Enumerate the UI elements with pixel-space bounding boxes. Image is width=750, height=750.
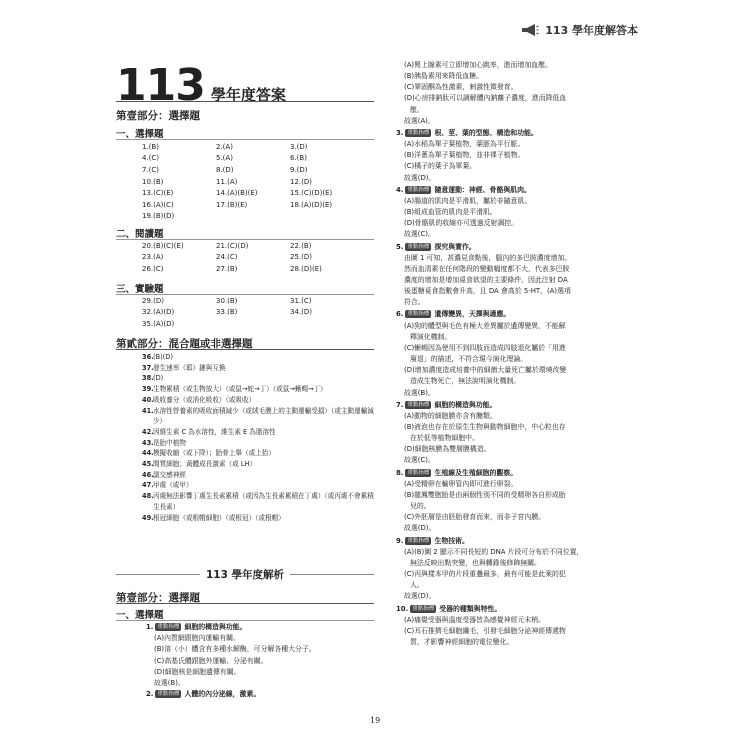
explanation-line: (D)增加濃度造成培養中的細菌大量死亡屬於環境改變	[404, 366, 567, 375]
answer-text: 水溶性營養素的吸收面積減少（或絨毛膜上的主動運輸受損）（或主動運輸減少）	[153, 406, 374, 426]
explanation-line: (C)睪固酮為性激素，刺激性徵發育。	[404, 83, 518, 92]
answer-item	[142, 373, 377, 384]
answer-row	[142, 176, 374, 188]
section1-answer-grid	[142, 141, 374, 222]
explanation-line: (B)組成血管的肌肉是平滑肌。	[404, 208, 497, 217]
answer-cell: 26.(C)	[142, 264, 164, 273]
answer-number: 40.	[142, 395, 154, 404]
key-point-badge: 重點指標	[157, 624, 180, 630]
answer-cell: 11.(A)	[216, 177, 238, 186]
answer-item	[142, 406, 377, 427]
answer-cell: 30.(B)	[216, 296, 238, 305]
key-point-badge: 重點指標	[157, 691, 180, 698]
explanation-line: 符合。	[404, 298, 425, 307]
answer-cell: 7.(C)	[142, 165, 160, 174]
title-text: 學年度答案	[210, 86, 286, 104]
explanation-line: 造成生物死亡，無法說明演化機制。	[410, 377, 521, 386]
explanation-line: (B)龍鳳雙胞胎是由兩個性別不同的受精卵各自形成胎	[404, 490, 566, 499]
question-number: 8.	[396, 468, 404, 477]
answer-cell: 12.(D)	[290, 177, 312, 186]
explanation-line: 故選(C)。	[404, 456, 435, 465]
answer-text: 丙處無法影響丁處生長素累積（或因為生長素累積在丁處）（或丙處不會累積生長素）	[153, 492, 374, 511]
answer-cell: 32.(A)(D)	[142, 308, 175, 317]
q1-option-a: (A)內質網跟胞內運輸有關。	[154, 634, 240, 643]
answer-cell: 18.(A)(D)(E)	[290, 200, 333, 209]
answer-row	[142, 153, 374, 165]
title-rule	[116, 101, 374, 102]
answer-number: 38.	[142, 374, 154, 383]
explanation-line: (B)洋蔥為單子葉植物，並非裸子植物。	[404, 151, 525, 160]
explanation-line: 無法反映出點突變，也與轉錄後修飾無關。	[410, 558, 541, 567]
question-header	[396, 309, 636, 320]
answer-cell: 13.(C)(E)	[142, 189, 174, 198]
question-header	[396, 536, 636, 547]
answer-text: 是胎中植物	[153, 438, 186, 447]
part1b-heading: 第壹部分：選擇題	[116, 592, 200, 604]
answer-cell: 22.(B)	[290, 241, 312, 250]
section1b-heading: 一、選擇題	[116, 610, 164, 621]
question-header	[396, 242, 636, 253]
answer-item	[142, 427, 377, 438]
answer-row	[142, 318, 374, 330]
page-title	[116, 60, 286, 111]
explanation-left-column	[146, 622, 374, 700]
answer-number: 43.	[142, 438, 154, 447]
answer-cell: 9.(D)	[290, 165, 308, 174]
question-number: 5.	[396, 242, 404, 251]
answer-cell: 15.(C)(D)(E)	[290, 189, 333, 198]
key-point-badge: 重點指標	[407, 243, 430, 250]
answer-number: 49.	[142, 513, 154, 522]
question-topic: 生殖線及生殖細胞的觀察。	[434, 468, 518, 477]
key-point-badge: 重點指標	[407, 469, 430, 476]
explanation-line: (D)細胞核膜為雙層膜構造。	[404, 445, 491, 454]
explanation-line: 後蛋糖覓食指數會升高，且 DA 會高於 5-HT，(A)選項	[404, 287, 571, 296]
question-topic: 根、莖、葉的型態、構造和功能。	[434, 128, 538, 137]
question-header	[396, 128, 636, 139]
question-2-header: 2. 重點指標 人體的內分泌線，激素。	[146, 690, 261, 699]
key-point-badge: 重點指標	[407, 401, 430, 408]
answer-item	[142, 438, 377, 449]
answer-row	[142, 295, 374, 307]
megaphone-icon	[521, 24, 539, 36]
explanation-line: 故選(D)。	[404, 173, 436, 182]
question-header	[396, 468, 636, 479]
explanation-banner	[116, 566, 374, 582]
answer-cell: 16.(A)(C)	[142, 200, 174, 209]
question-topic: 遺傳變異，天擇與適應。	[434, 310, 511, 319]
explanation-line: (A)腸道的肌肉是平滑肌，屬於非隨意肌。	[404, 196, 532, 205]
answer-cell: 31.(C)	[290, 296, 312, 305]
section1-heading: 一、選擇題	[116, 129, 164, 140]
answer-number: 47.	[142, 481, 154, 490]
answer-number: 42.	[142, 427, 154, 436]
explanation-line: 濃度的增加是增加覓食欲望的主要條件，因此注射 DA	[404, 275, 568, 284]
key-point-badge: 重點指標	[407, 186, 430, 193]
explanation-line: 故選(A)。	[404, 116, 435, 125]
question-topic: 探究與實作。	[434, 242, 476, 251]
explanation-line: 人。	[410, 581, 424, 590]
answer-number: 48.	[142, 492, 154, 501]
answer-text: 因維生素 C 為水溶性，維生素 E 為脂溶性	[153, 427, 276, 436]
explanation-line: (A)水稻為單子葉植物，葉脈為平行脈。	[404, 140, 525, 149]
explanation-line: 壓。	[410, 105, 424, 114]
answer-number: 37.	[142, 363, 154, 372]
answer-row	[142, 199, 374, 211]
q1-option-b: (B)溶（小）體含有多種水解酶，可分解各種大分子。	[154, 645, 316, 654]
answer-cell: 23.(A)	[142, 253, 164, 262]
answer-item	[142, 384, 377, 395]
explanation-line: (C)外胚層是由胚胎發育而來，而非子宮內膜。	[404, 513, 546, 522]
answer-cell: 28.(D)(E)	[290, 264, 322, 273]
answer-cell: 6.(B)	[290, 154, 307, 163]
answer-row	[142, 252, 374, 264]
explanation-line: (C)橘子的葉子為單葉。	[404, 162, 477, 171]
question-header	[396, 185, 636, 196]
answer-cell: 5.(A)	[216, 154, 233, 163]
answer-cell: 27.(B)	[216, 264, 238, 273]
key-point-badge: 重點指標	[407, 129, 430, 136]
section1b-rule	[116, 620, 374, 621]
answer-number: 41.	[142, 406, 154, 415]
answer-text: 間質細胞；黃體成長激素（或 LH）	[153, 460, 257, 469]
answer-item	[142, 448, 377, 459]
answer-cell: 19.(B)(D)	[142, 212, 175, 221]
banner-line-right	[290, 574, 374, 575]
answer-row	[142, 141, 374, 153]
answer-number: 45.	[142, 460, 154, 469]
answer-number: 39.	[142, 385, 154, 394]
answer-item	[142, 470, 377, 481]
explanation-line: (D)心房排鈉肽可以調解體內鈉離子濃度，進而降低血	[404, 94, 567, 103]
explanation-line: (A)動物的細胞膜亦含有醣類。	[404, 411, 497, 420]
question-topic: 細胞的構造與功能。	[434, 400, 497, 409]
section2-answer-grid	[142, 240, 374, 275]
question-header	[396, 604, 636, 615]
explanation-line: (B)液泡也存在於原生生物與動物細胞中，中心粒也存	[404, 423, 566, 431]
answer-item	[142, 491, 377, 512]
key-point-badge: 重點指標	[407, 311, 430, 318]
key-point-badge: 重點指標	[407, 537, 430, 544]
answer-text: 副交感神經	[153, 470, 186, 479]
explanation-line: 故選(D)。	[404, 592, 436, 601]
answer-row	[142, 211, 374, 223]
question-topic: 生物技術。	[434, 536, 469, 545]
answer-row	[142, 307, 374, 319]
answer-cell: 29.(D)	[142, 296, 164, 305]
explanation-line: (A)受精卵在輸卵管內即可進行卵裂。	[404, 479, 518, 488]
answer-cell: 33.(B)	[216, 308, 238, 317]
answer-row	[142, 263, 374, 275]
q1-answer: 故選(B)。	[154, 679, 185, 688]
explanation-right-column	[396, 60, 636, 648]
answer-text: (D)	[153, 374, 164, 383]
explanation-line: (A)(B)圖 2 顯示不同長短的 DNA 片段可分布於不同位置，	[404, 547, 584, 556]
explanation-line: (A)痛覺受器與溫度受器皆為感覺神經元末梢。	[404, 615, 546, 624]
question-number: 4.	[396, 185, 404, 194]
explanation-line: 兒的。	[410, 502, 431, 511]
answer-item	[142, 352, 377, 363]
banner-title: 113 學年度解析	[205, 568, 285, 581]
page-number: 19	[370, 716, 381, 725]
question-1-header: 1. 重點指標 細胞的構造與功能。	[146, 623, 247, 631]
answer-text: 吸收養分（或消化吸收）（或吸收）	[153, 395, 256, 404]
answer-text: (B)(D)	[153, 353, 173, 361]
answer-number: 46.	[142, 470, 154, 479]
answer-cell: 34.(D)	[290, 308, 312, 317]
q1-option-c: (C)高基氏體跟胞外運輸、分泌有關。	[154, 656, 268, 665]
explanation-line: 廢退」的描述，不符合現今演化理論。	[410, 355, 528, 364]
answer-cell: 21.(C)(D)	[216, 241, 249, 250]
explanation-line: 由圖 1 可知，甚濃見食點後，腦內的多巴胺濃度增加。	[404, 253, 572, 262]
answer-row	[142, 164, 374, 176]
open-answer-list	[142, 352, 377, 523]
answer-text: 生物累積（或生物放大）（或鼠→蛇→丁）（或鼠→蜥蜴→丁）	[153, 385, 327, 394]
section3-answer-grid	[142, 295, 374, 330]
explanation-line: (B)胰島素用來降低血糖。	[404, 72, 484, 81]
part1b-rule	[116, 603, 374, 604]
banner-line-left	[116, 574, 200, 575]
q1-option-d: (D)細胞核是細胞遺傳有關。	[154, 667, 241, 676]
question-number: 10.	[396, 604, 409, 613]
answer-item	[142, 513, 377, 524]
answer-cell: 4.(C)	[142, 154, 160, 163]
question-number: 3.	[396, 128, 404, 137]
answer-item	[142, 395, 377, 406]
explanation-line: 在於低等植物細胞中。	[410, 434, 479, 443]
question-header	[396, 400, 636, 411]
question-number: 9.	[396, 536, 404, 545]
key-point-badge: 重點指標	[412, 605, 435, 612]
answer-cell: 24.(C)	[216, 253, 238, 262]
answer-row	[142, 187, 374, 199]
question-topic: 隨意運動：神經、骨骼與肌肉。	[434, 185, 531, 194]
question-number: 6.	[396, 310, 404, 319]
answer-number: 44.	[142, 449, 154, 458]
part1-heading: 第壹部分：選擇題	[116, 110, 200, 122]
part2-rule	[116, 349, 374, 350]
explanation-line: (A)腎上腺素可立即增加心跳率，進而增加血壓。	[404, 61, 552, 69]
answer-cell: 2.(A)	[216, 142, 233, 151]
answer-cell: 3.(D)	[290, 142, 308, 151]
section2-heading: 二、閱讀題	[116, 229, 164, 240]
explanation-line: 釋演化機制。	[410, 332, 452, 341]
explanation-line: (D)骨骼肌的收縮亦可透過反射調控。	[404, 219, 519, 228]
answer-cell: 8.(D)	[216, 165, 234, 174]
question-number: 7.	[396, 400, 404, 409]
answer-text: 甲處（或甲）	[153, 481, 193, 490]
section3-heading: 三、實驗題	[116, 284, 164, 295]
answer-text: 根冠細胞（或根帽細胞）（或根冠）（或根帽）	[153, 513, 285, 522]
question-topic: 受器的種類與特性。	[439, 604, 502, 613]
header-title: 113 學年度解答本	[545, 24, 638, 37]
answer-item	[142, 459, 377, 470]
explanation-line: (C)蜥蜴因為使用不到四肢而造成四肢退化屬於「用進	[404, 343, 566, 352]
title-number: 113	[116, 60, 205, 111]
answer-item	[142, 363, 377, 374]
explanation-line: 故選(D)。	[404, 524, 436, 533]
section1-rule	[116, 139, 374, 140]
explanation-line: (A)狗的體型與毛色有極大差異屬於遺傳變異，不能解	[404, 321, 566, 330]
answer-text: 發生速率（耶）鏈與互換	[153, 363, 226, 372]
answer-text: 模擬收縮（或下降）；胎骨上舉（或上抬）	[153, 449, 275, 458]
explanation-line: 故選(C)。	[404, 230, 435, 239]
answer-cell: 17.(B)(E)	[216, 200, 248, 209]
answer-cell: 1.(B)	[142, 142, 159, 151]
answer-cell: 35.(A)(D)	[142, 319, 175, 328]
answer-cell: 14.(A)(B)(E)	[216, 189, 258, 198]
answer-row	[142, 240, 374, 252]
explanation-line: 質，才影響神經細胞的電位變化。	[410, 637, 514, 646]
answer-number: 36.	[142, 353, 154, 361]
answer-item	[142, 480, 377, 491]
part2-heading: 第貳部分：混合題或非選擇題	[116, 338, 253, 350]
explanation-line: 然而血清素在任何階段的變動幅度都不大，代表多巴胺	[404, 264, 570, 273]
answer-cell: 25.(D)	[290, 253, 312, 262]
explanation-line: (C)耳石推擠毛細胞纖毛，引發毛細胞分泌神經傳遞物	[404, 626, 566, 635]
answer-cell: 20.(B)(C)(E)	[142, 241, 184, 250]
explanation-line: 故選(B)。	[404, 388, 435, 397]
page-header	[521, 22, 638, 38]
explanation-line: (C)丙與樣本甲的片段重疊最多，最有可能是此案的犯	[404, 570, 566, 579]
answer-cell: 10.(B)	[142, 177, 164, 186]
